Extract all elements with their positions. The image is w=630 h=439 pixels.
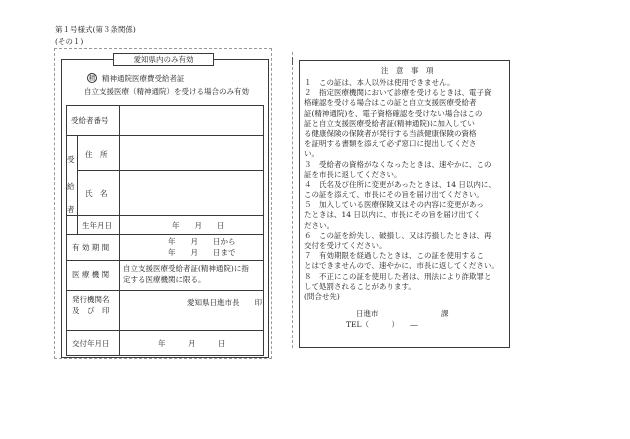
valid-period-label: 有 効 期 間 — [72, 243, 110, 252]
notes-title: 注 意 事 項 — [381, 66, 434, 75]
note-line: 証(精神通院)を、電子資格確認を受けない場合はこの — [304, 108, 483, 118]
institution-value-1: 自立支援医療受給者証(精神通院)に指 — [123, 264, 249, 273]
contact-tel: TEL（ ） ― — [346, 320, 418, 329]
note-line: たときは、14 日以内に、市長にその旨を届け出てく — [304, 210, 481, 220]
note-line: 証と自立支援医療受給者証(精神通院)に加入してい — [304, 118, 475, 128]
note-line: １ この証は、本人以外は使用できません。 — [304, 78, 455, 87]
recipient-label-3: 者 — [67, 205, 75, 214]
note-line: ３ 受給者の資格がなくなったときは、速やかに、この — [304, 159, 492, 169]
note-line: る健康保険の保険者が発行する当該健康保険の資格 — [304, 128, 477, 138]
contact-section: 課 — [441, 309, 449, 318]
note-line: い。 — [304, 149, 319, 159]
form-part: (その１) — [55, 37, 84, 46]
notes-list — [304, 78, 509, 302]
name-label: 氏 名 — [85, 189, 108, 198]
note-line: ８ 不正にこの証を使用した者は、刑法により詐欺罪と — [304, 271, 492, 281]
issuer-value: 愛知県日進市長 印 — [187, 298, 262, 307]
card-subtitle: 自立支援医療（精神通院）を受ける場合のみ有効 — [84, 87, 249, 96]
note-line: ２ 指定医療機関において診療を受けるときは、電子資 — [304, 88, 492, 98]
note-line: して処罰されることがあります。 — [304, 281, 416, 291]
card-table — [66, 105, 264, 356]
fold-tick — [292, 57, 293, 65]
dob-value: 年 月 日 — [172, 221, 225, 230]
recipient-label-2: 給 — [67, 182, 75, 191]
issue-date-value: 年 月 日 — [158, 339, 226, 348]
note-line: ４ 氏名及び住所に変更があったときは、14 日以内に、 — [304, 179, 496, 189]
note-line: ６ この証を紛失し、破損し、又は汚損したときは、再 — [304, 230, 492, 240]
card-title: 精神通院医療費受給者証 — [102, 74, 185, 83]
contact-city: 日進市 — [356, 309, 379, 318]
note-line: ５ 加入している医療保険又はその内容に変更があっ — [304, 200, 484, 210]
note-line: (問合せ先) — [304, 291, 340, 301]
mental-seal-icon: 精 — [88, 74, 96, 82]
form-number: 第１号様式(第３条関係) — [55, 25, 136, 34]
recipient-label-1: 受 — [67, 155, 75, 164]
note-line: 格確認を受ける場合はこの証と自立支援医療受給者 — [304, 98, 477, 108]
note-line: とはできませんので、速やかに、市長に返してください。 — [304, 261, 499, 271]
issuer-label-2: 及 び 印 — [72, 306, 110, 315]
validity-tag: 愛知県内のみ有効 — [113, 53, 214, 66]
valid-to: 年 月 日まで — [168, 248, 236, 257]
note-line: この証を添えて、市長にその旨を届け出てください。 — [304, 190, 484, 200]
cert-number-label: 受給者番号 — [71, 116, 109, 125]
note-line: 交付を受けてください。 — [304, 241, 387, 250]
note-line: ７ 有効期限を経過したときは、この証を使用するこ — [304, 251, 484, 261]
dob-label: 生年月日 — [82, 221, 112, 230]
institution-label: 医 療 機 関 — [72, 270, 110, 279]
institution-value-2: 定する医療機関に限る。 — [123, 275, 206, 284]
fold-line — [292, 52, 293, 348]
note-line: を証明する書類を添えて必ず窓口に提出してくださ — [304, 139, 477, 149]
note-line: 証を市長に返してください。 — [304, 169, 402, 179]
issue-date-label: 交付年月日 — [72, 339, 110, 348]
address-label: 住 所 — [85, 150, 108, 159]
issuer-label-1: 発行機関名 — [72, 295, 110, 304]
note-line: ださい。 — [304, 220, 334, 230]
valid-from: 年 月 日から — [168, 237, 236, 246]
